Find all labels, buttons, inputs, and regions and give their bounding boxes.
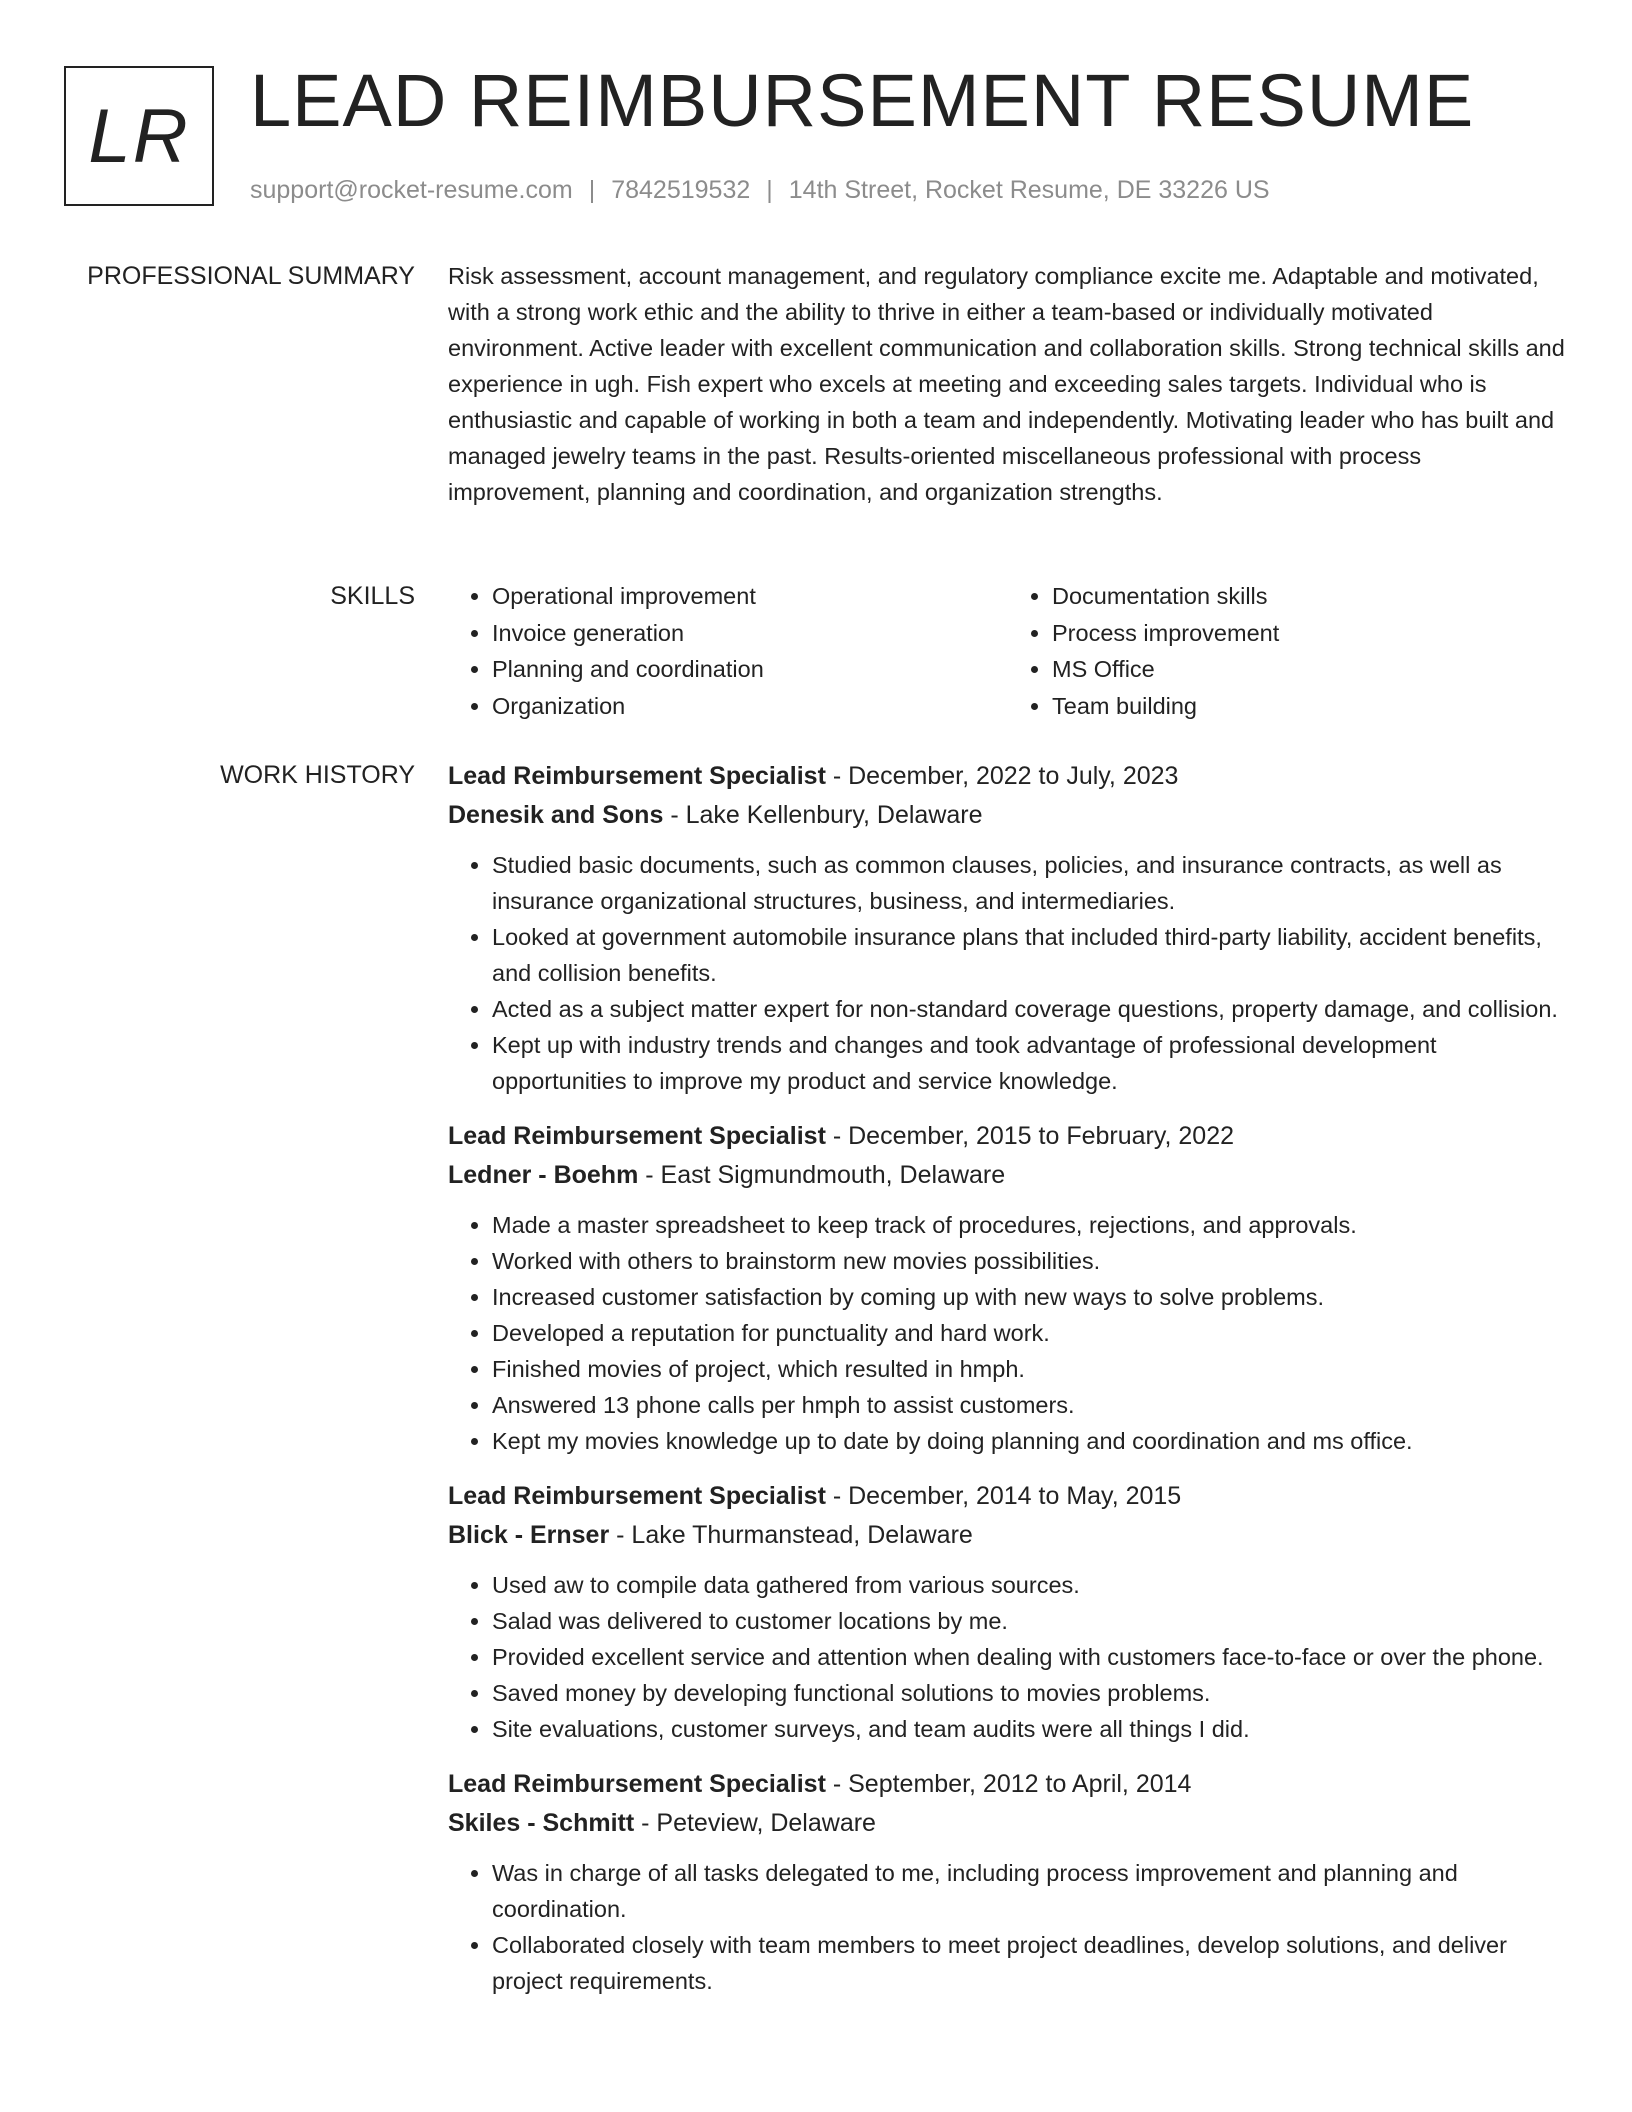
monogram-logo: LR [64,66,214,206]
job-bullet: • Developed a reputation for punctuality and hard work. [492,1315,1568,1351]
summary-heading: PROFESSIONAL SUMMARY [87,262,415,290]
job-company-line [448,1156,1568,1195]
job-entry [448,1765,1568,1999]
job-bullet: • Was in charge of all tasks delegated to me, including process improvement and planning and coordination. [492,1855,1568,1927]
job-location: - Lake Thurmanstead, Delaware [616,1521,973,1549]
job-entry [448,1117,1568,1459]
skills-heading: SKILLS [330,582,415,610]
job-location: - Peteview, Delaware [641,1809,876,1837]
contact-separator: | [766,176,773,204]
job-bullets [448,1855,1568,1999]
job-title: Lead Reimbursement Specialist [448,1770,826,1798]
skill-item: • Operational improvement [492,578,1008,615]
job-company: Blick - Ernser [448,1521,610,1549]
job-bullet: • Used aw to compile data gathered from various sources. [492,1567,1568,1603]
job-company-line [448,1804,1568,1843]
job-location: - East Sigmundmouth, Delaware [645,1161,1006,1189]
skill-item: • Planning and coordination [492,651,1008,688]
job-location: - Lake Kellenbury, Delaware [670,801,983,829]
resume-title: LEAD REIMBURSEMENT RESUME [250,59,1475,142]
job-title-line [448,757,1568,796]
job-bullet: • Answered 13 phone calls per hmph to assist customers. [492,1387,1568,1423]
skills-right-column [1008,578,1568,724]
job-bullet: • Saved money by developing functional solutions to movies problems. [492,1675,1568,1711]
job-company: Skiles - Schmitt [448,1809,635,1837]
job-bullet: • Looked at government automobile insurance plans that included third-party liability, accident benefits, and collision benefits. [492,919,1568,991]
job-dates: - December, 2014 to May, 2015 [832,1482,1182,1510]
job-bullet: • Worked with others to brainstorm new movies possibilities. [492,1243,1568,1279]
job-bullet: • Kept my movies knowledge up to date by doing planning and coordination and ms office. [492,1423,1568,1459]
job-dates: - December, 2022 to July, 2023 [832,762,1179,790]
contact-email: support@rocket-resume.com [250,176,573,204]
job-bullet: • Salad was delivered to customer locations by me. [492,1603,1568,1639]
work-history-heading: WORK HISTORY [220,761,415,789]
contact-line [250,172,1270,208]
work-history-body [448,757,1568,2017]
job-bullet: • Kept up with industry trends and changes and took advantage of professional development opportunities to improve my product and service knowledge. [492,1027,1568,1099]
job-entry [448,1477,1568,1747]
job-company: Ledner - Boehm [448,1161,639,1189]
skill-item: • Team building [1052,688,1568,725]
job-bullet: • Studied basic documents, such as common clauses, policies, and insurance contracts, as well as insurance organizational structures, business, and intermediaries. [492,847,1568,919]
job-bullet: • Finished movies of project, which resulted in hmph. [492,1351,1568,1387]
job-bullet: • Collaborated closely with team members to meet project deadlines, develop solutions, and deliver project requirements. [492,1927,1568,1999]
job-bullet: • Acted as a subject matter expert for non-standard coverage questions, property damage, and collision. [492,991,1568,1027]
job-company: Denesik and Sons [448,801,664,829]
contact-separator: | [588,176,596,204]
job-dates: - December, 2015 to February, 2022 [832,1122,1235,1150]
skill-item: • Invoice generation [492,615,1008,652]
job-title-line [448,1117,1568,1156]
job-entry [448,757,1568,1099]
job-bullet: • Provided excellent service and attention when dealing with customers face-to-face or over the phone. [492,1639,1568,1675]
job-bullet: • Site evaluations, customer surveys, and team audits were all things I did. [492,1711,1568,1747]
summary-body [448,258,1568,510]
job-title-line [448,1765,1568,1804]
skill-item: • Process improvement [1052,615,1568,652]
skill-item: • Organization [492,688,1008,725]
job-bullet: • Made a master spreadsheet to keep track of procedures, rejections, and approvals. [492,1207,1568,1243]
job-company-line [448,1516,1568,1555]
job-title: Lead Reimbursement Specialist [448,1122,826,1150]
skill-item: • Documentation skills [1052,578,1568,615]
job-company-line [448,796,1568,835]
skill-item: • MS Office [1052,651,1568,688]
skills-left-column [448,578,1008,724]
job-title: Lead Reimbursement Specialist [448,1482,826,1510]
job-bullets [448,1567,1568,1747]
job-bullets [448,847,1568,1099]
job-bullet: • Increased customer satisfaction by coming up with new ways to solve problems. [492,1279,1568,1315]
job-title: Lead Reimbursement Specialist [448,762,826,790]
contact-phone: 7842519532 [611,176,751,204]
skills-grid [448,578,1568,724]
summary-text: Risk assessment, account management, and regulatory compliance excite me. Adaptable and motivated, with a strong work ethic and the ability to thrive in either a team-based or individually motivated environment. Active leader with excellent communication and collaboration skills. Strong technical skills and experience in ugh. Fish expert who excels at meeting and exceeding sales targets. Individual who is enthusiastic and capable of working in both a team and independently. Motivating leader who has built and managed jewelry teams in the past. Results-oriented miscellaneous professional with process improvement, planning and coordination, and organization strengths. [448,263,1565,505]
job-title-line [448,1477,1568,1516]
job-dates: - September, 2012 to April, 2014 [832,1770,1192,1798]
contact-address: 14th Street, Rocket Resume, DE 33226 US [788,176,1270,204]
job-bullets [448,1207,1568,1459]
